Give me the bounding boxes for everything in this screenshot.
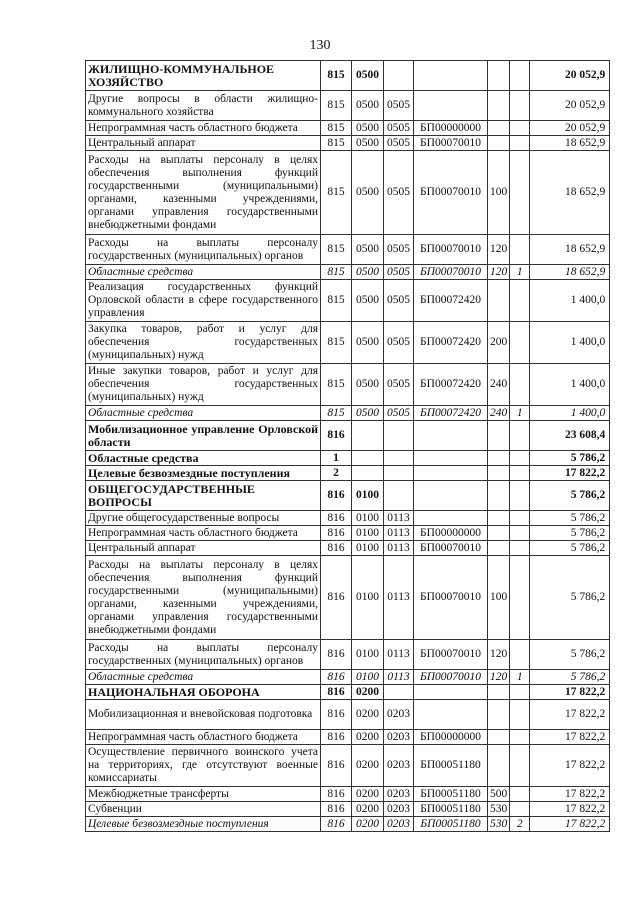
cell-target-article: БП00070010 — [414, 136, 488, 151]
cell-grbs-code: 816 — [321, 421, 352, 451]
cell-subsection-code: 0203 — [384, 745, 414, 787]
cell-amount: 17 822,2 — [530, 817, 610, 832]
cell-funding-source — [510, 802, 530, 817]
cell-amount: 5 786,2 — [530, 451, 610, 466]
cell-expense-type — [488, 61, 510, 91]
cell-grbs-code: 815 — [321, 265, 352, 280]
cell-funding-source — [510, 235, 530, 265]
cell-section-code: 0200 — [352, 787, 384, 802]
cell-section-code: 0500 — [352, 91, 384, 121]
cell-amount: 5 786,2 — [530, 481, 610, 511]
cell-amount: 1 400,0 — [530, 364, 610, 406]
cell-expense-type — [488, 451, 510, 466]
table-row — [86, 817, 610, 832]
table-row — [86, 541, 610, 556]
cell-name: Другие общегосударственные вопросы — [86, 511, 321, 526]
cell-expense-type: 530 — [488, 802, 510, 817]
cell-subsection-code: 0113 — [384, 541, 414, 556]
cell-amount: 18 652,9 — [530, 265, 610, 280]
cell-name: Непрограммная часть областного бюджета — [86, 730, 321, 745]
cell-section-code: 0500 — [352, 265, 384, 280]
cell-grbs-code: 815 — [321, 121, 352, 136]
cell-name: Иные закупки товаров, работ и услуг для обеспечения государственных (муниципальных) нужд — [86, 364, 321, 406]
cell-funding-source — [510, 322, 530, 364]
table-row — [86, 235, 610, 265]
table-row — [86, 745, 610, 787]
cell-expense-type: 240 — [488, 364, 510, 406]
cell-target-article — [414, 700, 488, 730]
cell-funding-source — [510, 526, 530, 541]
cell-expense-type — [488, 700, 510, 730]
budget-table — [85, 60, 610, 832]
cell-expense-type: 530 — [488, 817, 510, 832]
cell-expense-type — [488, 685, 510, 700]
cell-grbs-code: 816 — [321, 787, 352, 802]
cell-name: Мобилизационная и вневойсковая подготовка — [86, 700, 321, 730]
cell-grbs-code: 815 — [321, 61, 352, 91]
cell-grbs-code: 815 — [321, 364, 352, 406]
cell-target-article — [414, 466, 488, 481]
cell-subsection-code: 0113 — [384, 670, 414, 685]
cell-subsection-code — [384, 421, 414, 451]
cell-subsection-code: 0505 — [384, 364, 414, 406]
cell-name: НАЦИОНАЛЬНАЯ ОБОРОНА — [86, 685, 321, 700]
table-row — [86, 91, 610, 121]
cell-grbs-code: 816 — [321, 556, 352, 640]
table-row — [86, 121, 610, 136]
cell-target-article — [414, 91, 488, 121]
cell-funding-source — [510, 364, 530, 406]
cell-section-code: 0200 — [352, 802, 384, 817]
cell-amount: 1 400,0 — [530, 280, 610, 322]
cell-expense-type — [488, 541, 510, 556]
cell-name: Закупка товаров, работ и услуг для обеспечения государственных (муниципальных) нужд — [86, 322, 321, 364]
cell-subsection-code — [384, 481, 414, 511]
cell-section-code: 0500 — [352, 136, 384, 151]
cell-target-article — [414, 421, 488, 451]
cell-funding-source — [510, 745, 530, 787]
cell-section-code: 0100 — [352, 640, 384, 670]
cell-subsection-code: 0505 — [384, 406, 414, 421]
cell-grbs-code: 816 — [321, 481, 352, 511]
table-row — [86, 364, 610, 406]
cell-name: Осуществление первичного воинского учета на территориях, где отсутствуют военные комиссариаты — [86, 745, 321, 787]
cell-target-article — [414, 481, 488, 511]
cell-amount: 17 822,2 — [530, 700, 610, 730]
cell-subsection-code: 0113 — [384, 511, 414, 526]
cell-funding-source — [510, 91, 530, 121]
cell-expense-type — [488, 466, 510, 481]
cell-expense-type: 500 — [488, 787, 510, 802]
cell-section-code — [352, 466, 384, 481]
cell-subsection-code: 0113 — [384, 526, 414, 541]
cell-expense-type: 120 — [488, 670, 510, 685]
cell-subsection-code: 0203 — [384, 787, 414, 802]
table-row — [86, 640, 610, 670]
cell-grbs-code: 2 — [321, 466, 352, 481]
cell-target-article: БП00070010 — [414, 235, 488, 265]
cell-funding-source: 1 — [510, 406, 530, 421]
cell-target-article: БП00072420 — [414, 280, 488, 322]
cell-funding-source — [510, 481, 530, 511]
cell-section-code: 0200 — [352, 700, 384, 730]
cell-funding-source — [510, 421, 530, 451]
cell-name: Центральный аппарат — [86, 136, 321, 151]
cell-subsection-code: 0203 — [384, 700, 414, 730]
cell-grbs-code: 815 — [321, 406, 352, 421]
table-row — [86, 136, 610, 151]
cell-subsection-code: 0505 — [384, 322, 414, 364]
cell-name: Областные средства — [86, 451, 321, 466]
cell-expense-type: 120 — [488, 265, 510, 280]
cell-funding-source — [510, 61, 530, 91]
cell-section-code: 0500 — [352, 364, 384, 406]
cell-funding-source — [510, 685, 530, 700]
cell-subsection-code: 0505 — [384, 121, 414, 136]
cell-subsection-code: 0505 — [384, 280, 414, 322]
cell-name: Мобилизационное управление Орловской области — [86, 421, 321, 451]
cell-target-article: БП00051180 — [414, 802, 488, 817]
table-row — [86, 421, 610, 451]
cell-amount: 5 786,2 — [530, 556, 610, 640]
cell-funding-source — [510, 151, 530, 235]
cell-target-article: БП00051180 — [414, 787, 488, 802]
cell-expense-type: 120 — [488, 640, 510, 670]
cell-amount: 17 822,2 — [530, 787, 610, 802]
cell-section-code: 0500 — [352, 61, 384, 91]
cell-section-code: 0100 — [352, 556, 384, 640]
cell-subsection-code: 0113 — [384, 556, 414, 640]
cell-target-article: БП00051180 — [414, 817, 488, 832]
table-row — [86, 802, 610, 817]
cell-target-article: БП00072420 — [414, 406, 488, 421]
cell-grbs-code: 816 — [321, 526, 352, 541]
table-row — [86, 556, 610, 640]
cell-target-article: БП00070010 — [414, 640, 488, 670]
cell-section-code: 0500 — [352, 151, 384, 235]
table-row — [86, 451, 610, 466]
cell-grbs-code: 816 — [321, 541, 352, 556]
cell-amount: 18 652,9 — [530, 235, 610, 265]
cell-grbs-code: 816 — [321, 802, 352, 817]
cell-target-article: БП00000000 — [414, 526, 488, 541]
cell-grbs-code: 816 — [321, 640, 352, 670]
cell-section-code — [352, 451, 384, 466]
cell-name: Центральный аппарат — [86, 541, 321, 556]
cell-section-code — [352, 421, 384, 451]
table-row — [86, 685, 610, 700]
cell-grbs-code: 815 — [321, 322, 352, 364]
cell-expense-type: 100 — [488, 151, 510, 235]
cell-target-article: БП00072420 — [414, 364, 488, 406]
cell-section-code: 0500 — [352, 235, 384, 265]
cell-section-code: 0100 — [352, 541, 384, 556]
cell-subsection-code: 0505 — [384, 235, 414, 265]
cell-section-code: 0200 — [352, 817, 384, 832]
cell-section-code: 0100 — [352, 526, 384, 541]
table-row — [86, 511, 610, 526]
cell-section-code: 0100 — [352, 481, 384, 511]
cell-subsection-code: 0505 — [384, 91, 414, 121]
cell-funding-source — [510, 730, 530, 745]
cell-funding-source: 2 — [510, 817, 530, 832]
cell-amount: 5 786,2 — [530, 541, 610, 556]
cell-funding-source — [510, 466, 530, 481]
cell-expense-type — [488, 421, 510, 451]
cell-expense-type — [488, 730, 510, 745]
cell-target-article: БП00070010 — [414, 151, 488, 235]
cell-funding-source — [510, 280, 530, 322]
cell-name: Непрограммная часть областного бюджета — [86, 121, 321, 136]
cell-name: Расходы на выплаты персоналу в целях обеспечения выполнения функций государственными (муниципальными) органами, казенными учреждениями, органами управления государственными внебюджетными фондами — [86, 556, 321, 640]
cell-name: Целевые безвозмездные поступления — [86, 466, 321, 481]
table-row — [86, 670, 610, 685]
cell-target-article: БП00000000 — [414, 730, 488, 745]
cell-expense-type — [488, 511, 510, 526]
cell-expense-type — [488, 745, 510, 787]
cell-expense-type: 120 — [488, 235, 510, 265]
cell-amount: 17 822,2 — [530, 745, 610, 787]
cell-expense-type — [488, 136, 510, 151]
cell-grbs-code: 815 — [321, 136, 352, 151]
cell-funding-source — [510, 451, 530, 466]
cell-expense-type — [488, 121, 510, 136]
cell-amount: 17 822,2 — [530, 730, 610, 745]
cell-subsection-code — [384, 466, 414, 481]
cell-target-article: БП00070010 — [414, 670, 488, 685]
cell-name: Непрограммная часть областного бюджета — [86, 526, 321, 541]
table-row — [86, 481, 610, 511]
cell-expense-type: 200 — [488, 322, 510, 364]
cell-grbs-code: 815 — [321, 280, 352, 322]
cell-expense-type — [488, 526, 510, 541]
cell-expense-type: 100 — [488, 556, 510, 640]
cell-target-article — [414, 61, 488, 91]
cell-funding-source: 1 — [510, 670, 530, 685]
cell-grbs-code: 816 — [321, 670, 352, 685]
cell-section-code: 0200 — [352, 685, 384, 700]
table-row — [86, 730, 610, 745]
cell-subsection-code: 0113 — [384, 640, 414, 670]
cell-amount: 20 052,9 — [530, 91, 610, 121]
cell-funding-source — [510, 787, 530, 802]
cell-subsection-code: 0203 — [384, 817, 414, 832]
cell-name: Межбюджетные трансферты — [86, 787, 321, 802]
cell-amount: 23 608,4 — [530, 421, 610, 451]
cell-name: Целевые безвозмездные поступления — [86, 817, 321, 832]
cell-funding-source — [510, 556, 530, 640]
table-row — [86, 265, 610, 280]
cell-amount: 17 822,2 — [530, 685, 610, 700]
cell-amount: 5 786,2 — [530, 526, 610, 541]
cell-grbs-code: 815 — [321, 91, 352, 121]
cell-target-article: БП00051180 — [414, 745, 488, 787]
cell-expense-type — [488, 280, 510, 322]
cell-target-article: БП00070010 — [414, 265, 488, 280]
cell-grbs-code: 815 — [321, 151, 352, 235]
cell-target-article — [414, 685, 488, 700]
cell-subsection-code: 0505 — [384, 151, 414, 235]
cell-section-code: 0100 — [352, 670, 384, 685]
table-row — [86, 406, 610, 421]
cell-section-code: 0200 — [352, 730, 384, 745]
cell-amount: 1 400,0 — [530, 406, 610, 421]
cell-name: ЖИЛИЩНО-КОММУНАЛЬНОЕ ХОЗЯЙСТВО — [86, 61, 321, 91]
cell-subsection-code — [384, 451, 414, 466]
table-row — [86, 466, 610, 481]
cell-grbs-code: 816 — [321, 700, 352, 730]
table-row — [86, 280, 610, 322]
cell-section-code: 0200 — [352, 745, 384, 787]
table-row — [86, 151, 610, 235]
cell-expense-type — [488, 481, 510, 511]
table-row — [86, 322, 610, 364]
cell-grbs-code: 1 — [321, 451, 352, 466]
cell-section-code: 0500 — [352, 406, 384, 421]
cell-target-article: БП00070010 — [414, 541, 488, 556]
cell-grbs-code: 816 — [321, 685, 352, 700]
cell-amount: 20 052,9 — [530, 61, 610, 91]
cell-grbs-code: 816 — [321, 745, 352, 787]
cell-amount: 17 822,2 — [530, 466, 610, 481]
cell-name: ОБЩЕГОСУДАРСТВЕННЫЕ ВОПРОСЫ — [86, 481, 321, 511]
cell-name: Субвенции — [86, 802, 321, 817]
cell-amount: 5 786,2 — [530, 511, 610, 526]
cell-name: Расходы на выплаты персоналу государственных (муниципальных) органов — [86, 640, 321, 670]
page-number: 130 — [309, 38, 331, 53]
cell-amount: 5 786,2 — [530, 670, 610, 685]
cell-name: Расходы на выплаты персоналу государственных (муниципальных) органов — [86, 235, 321, 265]
cell-amount: 5 786,2 — [530, 640, 610, 670]
cell-subsection-code: 0203 — [384, 802, 414, 817]
cell-target-article: БП00000000 — [414, 121, 488, 136]
table-row — [86, 526, 610, 541]
cell-amount: 20 052,9 — [530, 121, 610, 136]
table-row — [86, 787, 610, 802]
cell-grbs-code: 815 — [321, 235, 352, 265]
cell-section-code: 0500 — [352, 280, 384, 322]
cell-name: Областные средства — [86, 406, 321, 421]
cell-target-article: БП00070010 — [414, 556, 488, 640]
cell-section-code: 0100 — [352, 511, 384, 526]
cell-grbs-code: 816 — [321, 730, 352, 745]
cell-grbs-code: 816 — [321, 817, 352, 832]
cell-name: Областные средства — [86, 265, 321, 280]
cell-funding-source — [510, 511, 530, 526]
table-row — [86, 61, 610, 91]
cell-subsection-code — [384, 685, 414, 700]
cell-funding-source — [510, 121, 530, 136]
cell-section-code: 0500 — [352, 322, 384, 364]
table-body — [86, 61, 610, 832]
cell-subsection-code: 0203 — [384, 730, 414, 745]
cell-expense-type: 240 — [488, 406, 510, 421]
cell-amount: 17 822,2 — [530, 802, 610, 817]
cell-amount: 18 652,9 — [530, 151, 610, 235]
cell-subsection-code: 0505 — [384, 136, 414, 151]
cell-expense-type — [488, 91, 510, 121]
cell-grbs-code: 816 — [321, 511, 352, 526]
cell-section-code: 0500 — [352, 121, 384, 136]
cell-amount: 1 400,0 — [530, 322, 610, 364]
cell-target-article: БП00072420 — [414, 322, 488, 364]
cell-target-article — [414, 451, 488, 466]
cell-target-article — [414, 511, 488, 526]
cell-funding-source — [510, 541, 530, 556]
cell-subsection-code — [384, 61, 414, 91]
cell-funding-source: 1 — [510, 265, 530, 280]
cell-funding-source — [510, 700, 530, 730]
cell-funding-source — [510, 640, 530, 670]
cell-amount: 18 652,9 — [530, 136, 610, 151]
cell-name: Областные средства — [86, 670, 321, 685]
cell-name: Реализация государственных функций Орловской области в сфере государственного управления — [86, 280, 321, 322]
table-row — [86, 700, 610, 730]
cell-name: Расходы на выплаты персоналу в целях обеспечения выполнения функций государственными (муниципальными) органами, казенными учреждениями, органами управления государственными внебюджетными фондами — [86, 151, 321, 235]
cell-funding-source — [510, 136, 530, 151]
cell-subsection-code: 0505 — [384, 265, 414, 280]
cell-name: Другие вопросы в области жилищно-коммунального хозяйства — [86, 91, 321, 121]
